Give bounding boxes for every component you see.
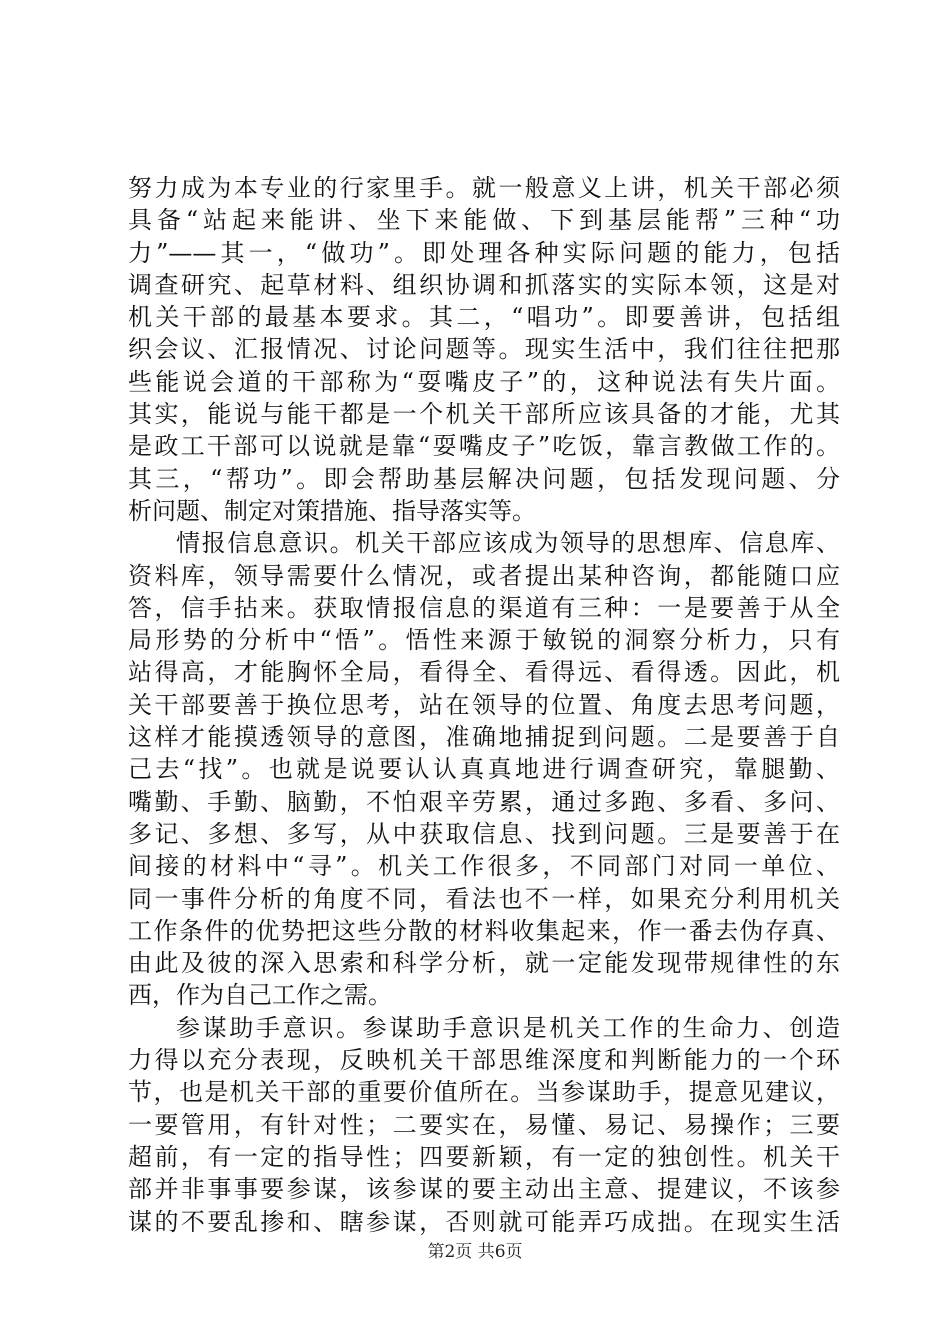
text-line: 力得以充分表现，反映机关干部思维深度和判断能力的一个环 xyxy=(128,1046,840,1075)
paragraph-start-line: 参谋助手意识。参谋助手意识是机关工作的生命力、创造 xyxy=(176,1013,840,1042)
page-number-footer: 第2页 共6页 xyxy=(427,1242,523,1262)
text-line: 同一事件分析的角度不同，看法也不一样，如果充分利用机关 xyxy=(128,884,840,913)
text-line: 其实，能说与能干都是一个机关干部所应该具备的才能，尤其 xyxy=(128,400,840,429)
text-line: 西，作为自己工作之需。 xyxy=(128,981,392,1010)
text-line: 站得高，才能胸怀全局，看得全、看得远、看得透。因此，机 xyxy=(128,658,840,687)
text-line: 节，也是机关干部的重要价值所在。当参谋助手，提意见建议， xyxy=(128,1078,840,1107)
text-line: 答，信手拈来。获取情报信息的渠道有三种：一是要善于从全 xyxy=(128,593,840,622)
text-line: 部并非事事要参谋，该参谋的要主动出主意、提建议，不该参 xyxy=(128,1175,840,1204)
text-line: 多记、多想、多写，从中获取信息、找到问题。三是要善于在 xyxy=(128,819,840,848)
text-line: 努力成为本专业的行家里手。就一般意义上讲，机关干部必须 xyxy=(128,174,840,202)
text-line: 具备“站起来能讲、坐下来能做、下到基层能帮”三种“功 xyxy=(128,206,840,235)
text-line: 间接的材料中“寻”。机关工作很多，不同部门对同一单位、 xyxy=(128,852,840,881)
text-line: 是政工干部可以说就是靠“耍嘴皮子”吃饭，靠言教做工作的。 xyxy=(128,432,840,461)
text-line: 一要管用，有针对性；二要实在，易懂、易记、易操作；三要 xyxy=(128,1110,840,1139)
text-line: 这样才能摸透领导的意图，准确地捕捉到问题。二是要善于自 xyxy=(128,723,840,752)
text-line: 局形势的分析中“悟”。悟性来源于敏锐的洞察分析力，只有 xyxy=(128,626,840,655)
text-line: 调查研究、起草材料、组织协调和抓落实的实际本领，这是对 xyxy=(128,270,840,299)
text-line: 谋的不要乱掺和、瞎参谋，否则就可能弄巧成拙。在现实生活 xyxy=(128,1207,840,1236)
text-line: 嘴勤、手勤、脑勤，不怕艰辛劳累，通过多跑、多看、多问、 xyxy=(128,787,840,816)
text-line: 力”——其一，“做功”。即处理各种实际问题的能力，包括 xyxy=(128,238,840,267)
document-body xyxy=(128,172,840,1238)
paragraph-start-line: 情报信息意识。机关干部应该成为领导的思想库、信息库、 xyxy=(176,529,840,558)
text-line: 织会议、汇报情况、讨论问题等。现实生活中，我们往往把那 xyxy=(128,335,840,364)
text-line: 工作条件的优势把这些分散的材料收集起来，作一番去伪存真、 xyxy=(128,916,840,945)
text-line: 由此及彼的深入思索和科学分析，就一定能发现带规律性的东 xyxy=(128,949,840,978)
text-line: 些能说会道的干部称为“耍嘴皮子”的，这种说法有失片面。 xyxy=(128,367,840,396)
text-line: 机关干部的最基本要求。其二，“唱功”。即要善讲，包括组 xyxy=(128,303,840,332)
text-line: 超前，有一定的指导性；四要新颖，有一定的独创性。机关干 xyxy=(128,1142,840,1171)
text-line: 其三，“帮功”。即会帮助基层解决问题，包括发现问题、分 xyxy=(128,464,840,493)
text-line: 资料库，领导需要什么情况，或者提出某种咨询，都能随口应 xyxy=(128,561,840,590)
text-line: 关干部要善于换位思考，站在领导的位置、角度去思考问题， xyxy=(128,690,840,719)
text-line: 己去“找”。也就是说要认认真真地进行调查研究，靠腿勤、 xyxy=(128,755,840,784)
text-line: 析问题、制定对策措施、指导落实等。 xyxy=(128,496,536,525)
